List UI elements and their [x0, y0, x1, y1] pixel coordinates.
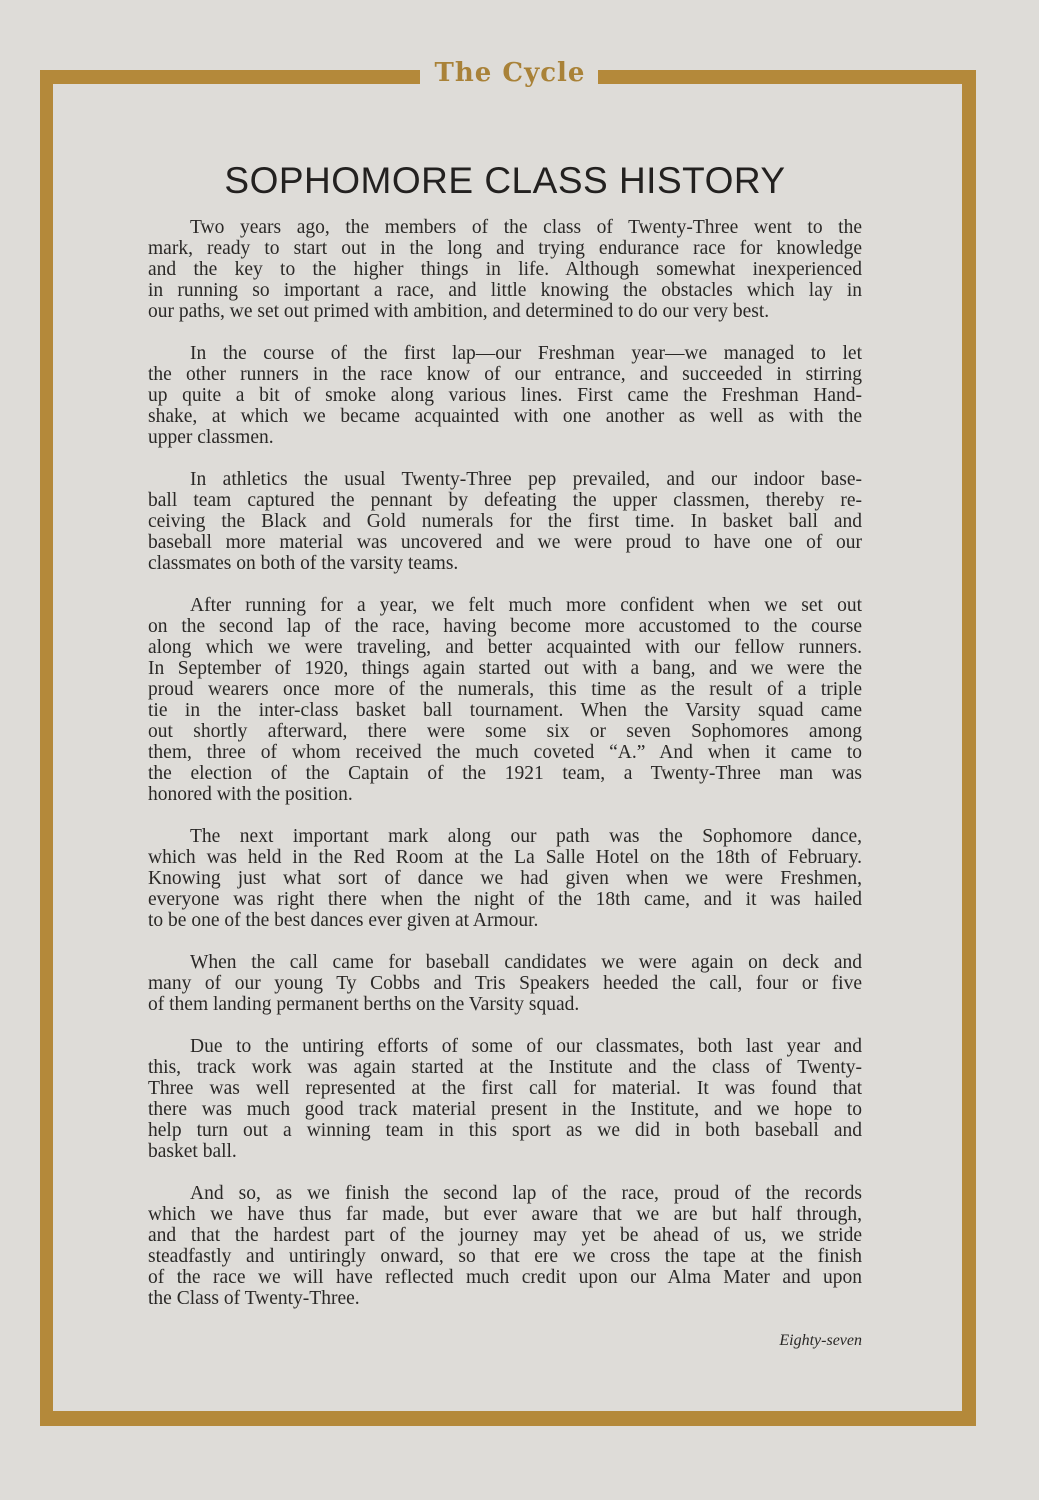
text-line: up quite a bit of smoke along various lines. First came the Freshman Hand- — [148, 385, 862, 406]
article-body — [148, 217, 862, 1330]
page-title: SOPHOMORE CLASS HISTORY — [224, 160, 786, 201]
paragraph — [148, 1183, 862, 1309]
text-line: of the race we will have reflected much credit upon our Alma Mater and upon — [148, 1267, 862, 1288]
text-line: to be one of the best dances ever given at Armour. — [148, 910, 539, 931]
text-line: in running so important a race, and little knowing the obstacles which lay in — [148, 280, 862, 301]
text-line: Knowing just what sort of dance we had given when we were Freshmen, — [148, 868, 862, 889]
text-line: them, three of whom received the much coveted “A.” And when it came to — [148, 742, 862, 763]
paragraph — [148, 952, 862, 1015]
text-line: Due to the untiring efforts of some of our classmates, both last year and — [190, 1036, 862, 1057]
border-left — [40, 70, 53, 1426]
text-line: shake, at which we became acquainted with one another as well as with the — [148, 406, 862, 427]
text-line: the election of the Captain of the 1921 team, a Twenty-Three man was — [148, 763, 862, 784]
text-line: which was held in the Red Room at the La Salle Hotel on the 18th of February. — [148, 847, 862, 868]
paragraph — [148, 343, 862, 448]
text-line: mark, ready to start out in the long and trying endurance race for knowledge — [148, 238, 862, 259]
text-line: steadfastly and untiringly onward, so that ere we cross the tape at the finish — [148, 1246, 862, 1267]
text-line: The next important mark along our path was the Sophomore dance, — [190, 826, 862, 847]
text-line: proud wearers once more of the numerals, this time as the result of a triple — [148, 679, 862, 700]
text-line: baseball more material was uncovered and we were proud to have one of our — [148, 532, 862, 553]
text-line: In September of 1920, things again started out with a bang, and we were the — [148, 658, 862, 679]
text-line: many of our young Ty Cobbs and Tris Speakers heeded the call, four or five — [148, 973, 862, 994]
text-line: out shortly afterward, there were some six or seven Sophomores among — [148, 721, 862, 742]
border-top-right — [598, 70, 976, 84]
text-line: honored with the position. — [148, 784, 353, 805]
text-line: tie in the inter-class basket ball tournament. When the Varsity squad came — [148, 700, 862, 721]
text-line: ball team captured the pennant by defeating the upper classmen, thereby re- — [148, 490, 862, 511]
text-line: After running for a year, we felt much more confident when we set out — [190, 595, 862, 616]
paragraph — [148, 1036, 862, 1162]
page-number: Eighty-seven — [779, 1332, 862, 1349]
running-header: The Cycle — [434, 58, 586, 88]
text-line: the other runners in the race know of our entrance, and succeeded in stirring — [148, 364, 862, 385]
text-line: everyone was right there when the night of the 18th came, and it was hailed — [148, 889, 862, 910]
text-line: our paths, we set out primed with ambition, and determined to do our very best. — [148, 301, 770, 322]
paragraph — [148, 469, 862, 574]
border-right — [962, 70, 976, 1426]
text-line: which we have thus far made, but ever aware that we are but half through, — [148, 1204, 862, 1225]
text-line: Two years ago, the members of the class of Twenty-Three went to the — [190, 217, 862, 238]
text-line: And so, as we finish the second lap of the race, proud of the records — [190, 1183, 862, 1204]
text-line: along which we were traveling, and better acquainted with our fellow runners. — [148, 637, 862, 658]
text-line: help turn out a winning team in this sport as we did in both baseball and — [148, 1120, 862, 1141]
text-line: In athletics the usual Twenty-Three pep prevailed, and our indoor base- — [190, 469, 862, 490]
border-bottom — [40, 1411, 976, 1426]
text-line: basket ball. — [148, 1141, 237, 1162]
text-line: upper classmen. — [148, 427, 274, 448]
border-top-left — [40, 70, 420, 84]
text-line: of them landing permanent berths on the Varsity squad. — [148, 994, 580, 1015]
paragraph — [148, 595, 862, 805]
text-line: Three was well represented at the first call for material. It was found that — [148, 1078, 862, 1099]
text-line: classmates on both of the varsity teams. — [148, 553, 459, 574]
text-line: ceiving the Black and Gold numerals for the first time. In basket ball and — [148, 511, 862, 532]
paragraph — [148, 826, 862, 931]
text-line: When the call came for baseball candidates we were again on deck and — [190, 952, 862, 973]
text-line: and that the hardest part of the journey may yet be ahead of us, we stride — [148, 1225, 862, 1246]
paragraph — [148, 217, 862, 322]
text-line: In the course of the first lap—our Freshman year—we managed to let — [190, 343, 862, 364]
text-line: the Class of Twenty-Three. — [148, 1288, 360, 1309]
text-line: there was much good track material present in the Institute, and we hope to — [148, 1099, 862, 1120]
text-line: and the key to the higher things in life. Although somewhat inexperienced — [148, 259, 862, 280]
text-line: on the second lap of the race, having become more accustomed to the course — [148, 616, 862, 637]
text-line: this, track work was again started at the Institute and the class of Twenty- — [148, 1057, 862, 1078]
